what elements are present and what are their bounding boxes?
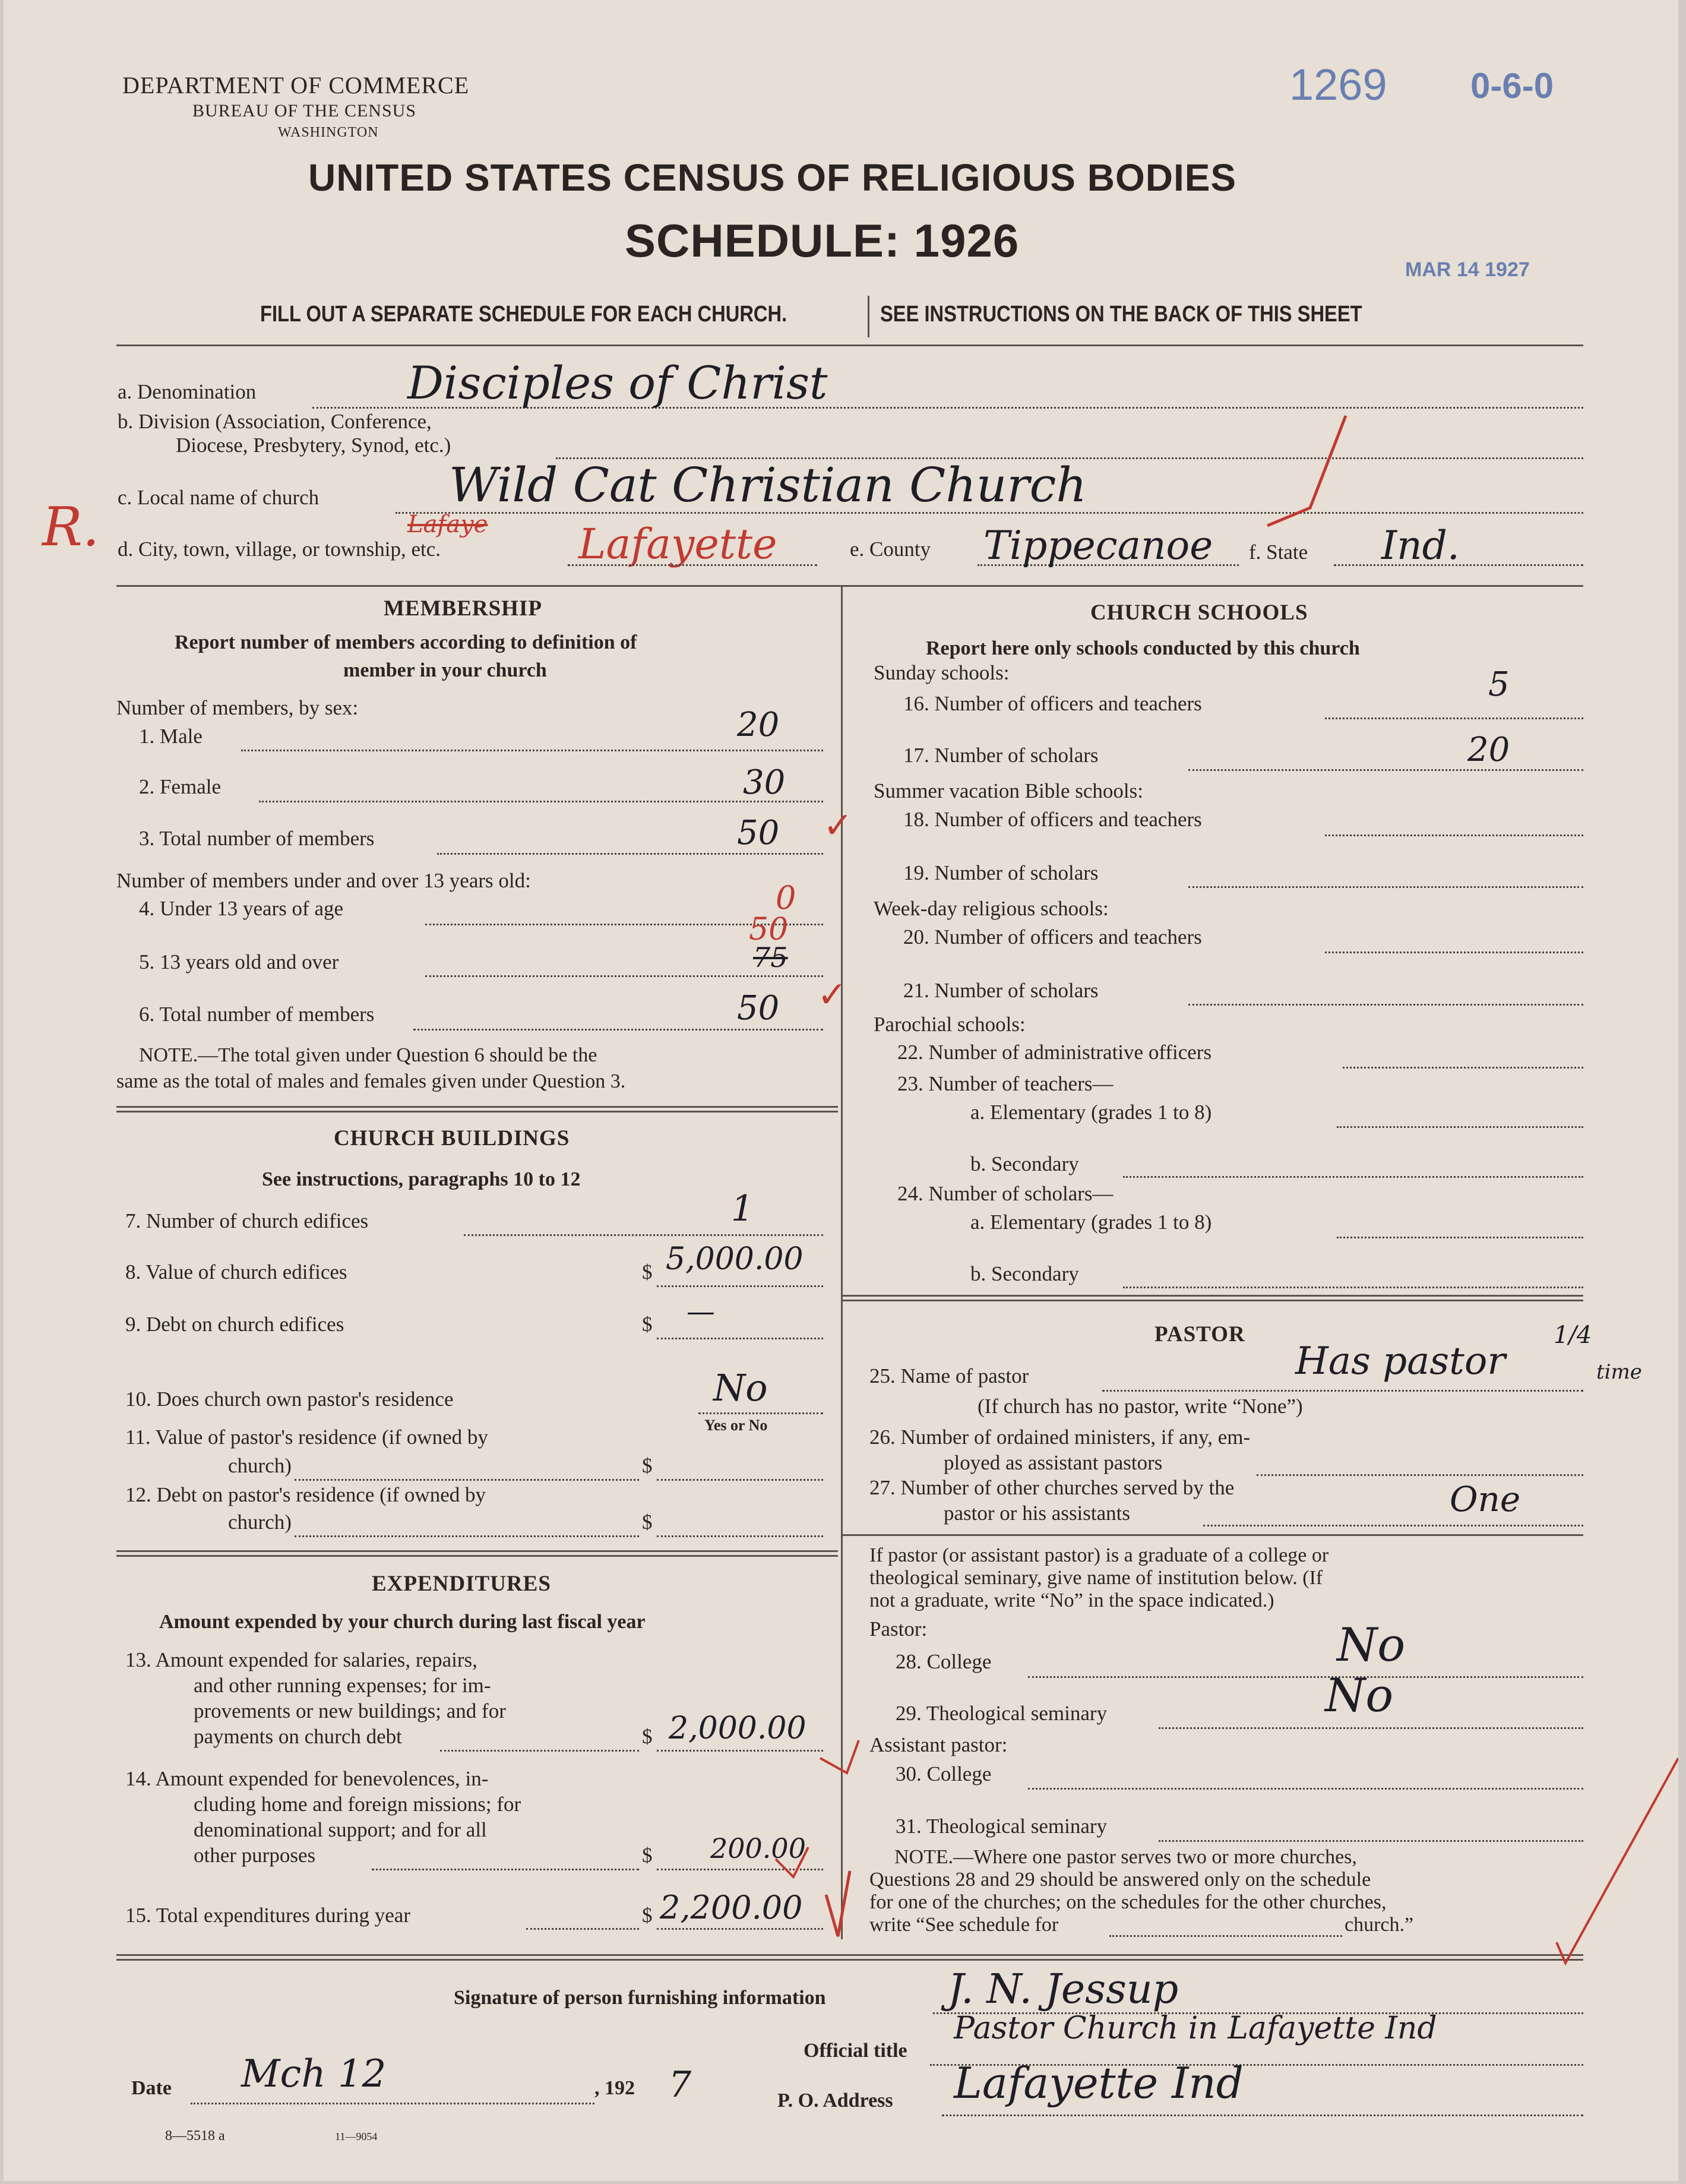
q1-label: 1. Male xyxy=(139,725,203,748)
q4-label: 4. Under 13 years of age xyxy=(139,897,344,920)
county-value: Tippecanoe xyxy=(983,523,1213,568)
signature-label: Signature of person furnishing information xyxy=(454,1987,826,2009)
church-name-value: Wild Cat Christian Church xyxy=(449,457,1087,513)
po-address-label: P. O. Address xyxy=(777,2090,893,2112)
pastor-note-2: Questions 28 and 29 should be answered only on the schedule xyxy=(869,1869,1371,1891)
parochial-label: Parochial schools: xyxy=(874,1013,1026,1036)
q11-dollar: $ xyxy=(642,1454,653,1477)
q13-line-2: and other running expenses; for im- xyxy=(194,1674,491,1697)
q10-value: No xyxy=(713,1366,768,1409)
q22-label: 22. Number of administrative officers xyxy=(897,1041,1212,1064)
q27-label: 27. Number of other churches served by the xyxy=(869,1476,1235,1499)
q9-value: — xyxy=(687,1295,715,1328)
q3-check-mark: ✓ xyxy=(823,806,853,845)
q13-line-1: 13. Amount expended for salaries, repairs, xyxy=(125,1648,477,1671)
q9-dollar: $ xyxy=(642,1313,653,1336)
q2-label: 2. Female xyxy=(139,775,222,798)
pastor-note-3: for one of the churches; on the schedules for the other churches, xyxy=(869,1891,1387,1913)
q16-label: 16. Number of officers and teachers xyxy=(903,692,1202,715)
date-label: Date xyxy=(131,2077,172,2099)
po-address-value: Lafayette Ind xyxy=(954,2058,1244,2108)
q6-value: 50 xyxy=(737,989,780,1028)
bureau-heading: BUREAU OF THE CENSUS xyxy=(192,101,416,121)
membership-intro-2: member in your church xyxy=(343,659,547,681)
stamp-code: 0-6-0 xyxy=(1470,66,1554,106)
stamp-number: 1269 xyxy=(1289,60,1387,109)
church-name-label: c. Local name of church xyxy=(118,486,320,509)
buildings-title: CHURCH BUILDINGS xyxy=(334,1126,570,1151)
q14-line-3: denominational support; and for all xyxy=(194,1818,487,1841)
membership-note-2: same as the total of males and females given under Question 3. xyxy=(116,1070,626,1092)
membership-title: MEMBERSHIP xyxy=(384,596,542,621)
denomination-value: Disciples of Christ xyxy=(407,356,828,409)
q23b-label: b. Secondary xyxy=(970,1152,1079,1175)
weekday-label: Week-day religious schools: xyxy=(874,897,1109,920)
q18-label: 18. Number of officers and teachers xyxy=(903,808,1202,831)
q31-label: 31. Theological seminary xyxy=(896,1815,1108,1838)
expenditures-title: EXPENDITURES xyxy=(372,1572,551,1596)
q28-label: 28. College xyxy=(896,1650,992,1673)
pastor-note-4: write “See schedule for xyxy=(869,1914,1059,1936)
q9-label: 9. Debt on church edifices xyxy=(125,1313,344,1336)
date-value: Mch 12 xyxy=(241,2052,387,2096)
form-title: UNITED STATES CENSUS OF RELIGIOUS BODIES xyxy=(308,156,1237,199)
state-value: Ind. xyxy=(1381,523,1460,568)
q29-value: No xyxy=(1325,1669,1394,1722)
denomination-label: a. Denomination xyxy=(118,380,257,403)
q27-value: One xyxy=(1450,1479,1521,1519)
yes-or-no-hint: Yes or No xyxy=(704,1417,768,1434)
banner-right: SEE INSTRUCTIONS ON THE BACK OF THIS SHEET xyxy=(880,302,1362,327)
year-digit: 7 xyxy=(669,2064,692,2106)
q27-label-2: pastor or his assistants xyxy=(944,1502,1131,1525)
q15-dollar: $ xyxy=(642,1904,653,1927)
graduate-instructions-3: not a graduate, write “No” in the space indicated.) xyxy=(869,1589,1274,1611)
q28-value: No xyxy=(1337,1619,1406,1672)
q6-check-mark: ✓ xyxy=(817,975,847,1014)
q3-value: 50 xyxy=(737,814,780,852)
q13-value: 2,000.00 xyxy=(669,1711,806,1746)
q26-label-2: ployed as assistant pastors xyxy=(944,1451,1163,1474)
banner-left: FILL OUT A SEPARATE SCHEDULE FOR EACH CHURCH. xyxy=(260,302,787,327)
schools-intro: Report here only schools conducted by this church xyxy=(926,637,1360,659)
city-struck-value: Lafaye xyxy=(407,511,488,538)
membership-note-1: NOTE.—The total given under Question 6 should be the xyxy=(139,1044,597,1066)
buildings-intro: See instructions, paragraphs 10 to 12 xyxy=(262,1168,581,1190)
q14-value: 200.00 xyxy=(710,1832,806,1864)
q25-label: 25. Name of pastor xyxy=(869,1364,1029,1387)
assistant-subhead: Assistant pastor: xyxy=(869,1733,1008,1756)
pastor-note-4b: church.” xyxy=(1345,1914,1414,1936)
q12-label-2: church) xyxy=(228,1510,292,1534)
q5-value: 50 xyxy=(749,912,789,947)
q2-value: 30 xyxy=(743,763,786,802)
print-number: 11—9054 xyxy=(335,2131,378,2142)
q12-dollar: $ xyxy=(642,1510,653,1534)
official-title-label: Official title xyxy=(804,2040,907,2062)
red-check-marks xyxy=(4,0,1678,2181)
q29-label: 29. Theological seminary xyxy=(896,1702,1108,1725)
city-value: Lafayette xyxy=(578,520,777,568)
q10-label: 10. Does church own pastor's residence xyxy=(125,1387,454,1411)
membership-intro-1: Report number of members according to definition of xyxy=(175,631,637,653)
q8-dollar: $ xyxy=(642,1260,653,1284)
q24b-label: b. Secondary xyxy=(970,1262,1079,1285)
q6-label: 6. Total number of members xyxy=(139,1003,375,1026)
graduate-instructions-1: If pastor (or assistant pastor) is a graduate of a college or xyxy=(869,1544,1329,1566)
q24a-label: a. Elementary (grades 1 to 8) xyxy=(970,1210,1212,1234)
q8-label: 8. Value of church edifices xyxy=(125,1260,347,1284)
q13-dollar: $ xyxy=(642,1725,653,1748)
q14-line-1: 14. Amount expended for benevolences, in- xyxy=(125,1767,489,1790)
q1-value: 20 xyxy=(737,706,780,744)
summer-label: Summer vacation Bible schools: xyxy=(874,779,1143,802)
q20-label: 20. Number of officers and teachers xyxy=(903,925,1202,949)
form-number: 8—5518 a xyxy=(165,2128,225,2144)
q19-label: 19. Number of scholars xyxy=(903,861,1099,884)
signature-value: J. N. Jessup xyxy=(948,1966,1179,2013)
q15-label: 15. Total expenditures during year xyxy=(125,1904,410,1927)
age-intro: Number of members under and over 13 years old: xyxy=(116,869,531,892)
graduate-instructions-2: theological seminary, give name of institution below. (If xyxy=(869,1567,1323,1589)
q4-value: 0 xyxy=(776,879,796,916)
q16-value: 5 xyxy=(1488,665,1510,704)
year-prefix: , 192 xyxy=(594,2077,635,2099)
q13-line-3: provements or new buildings; and for xyxy=(194,1699,506,1722)
by-sex-label: Number of members, by sex: xyxy=(116,696,359,719)
q14-line-4: other purposes xyxy=(194,1844,316,1867)
schools-title: CHURCH SCHOOLS xyxy=(1090,600,1308,625)
sunday-label: Sunday schools: xyxy=(874,661,1010,684)
q25-value: Has pastor xyxy=(1295,1339,1505,1383)
received-date-stamp: MAR 14 1927 xyxy=(1405,258,1530,281)
state-label: f. State xyxy=(1249,541,1308,564)
division-label-2: Diocese, Presbytery, Synod, etc.) xyxy=(176,434,451,457)
q12-label: 12. Debt on pastor's residence (if owned by xyxy=(125,1483,486,1506)
q17-label: 17. Number of scholars xyxy=(903,744,1099,767)
q15-value: 2,200.00 xyxy=(660,1889,803,1926)
margin-mark: R. xyxy=(42,496,100,558)
q23a-label: a. Elementary (grades 1 to 8) xyxy=(970,1101,1212,1124)
division-label: b. Division (Association, Conference, xyxy=(118,410,432,433)
city-label: d. City, town, village, or township, etc. xyxy=(118,538,441,561)
pastor-note-1: NOTE.—Where one pastor serves two or more churches, xyxy=(894,1846,1357,1868)
q11-label: 11. Value of pastor's residence (if owned by xyxy=(125,1426,488,1449)
q25-fraction: 1/4 xyxy=(1554,1322,1592,1349)
county-label: e. County xyxy=(850,538,931,561)
q17-value: 20 xyxy=(1467,731,1510,769)
q13-line-4: payments on church debt xyxy=(194,1725,402,1748)
q25-tail: time xyxy=(1596,1360,1642,1384)
pastor-title: PASTOR xyxy=(1154,1322,1245,1347)
q11-label-2: church) xyxy=(228,1454,292,1477)
official-title-value: Pastor Church in Lafayette Ind xyxy=(954,2011,1437,2046)
pastor-subhead: Pastor: xyxy=(869,1617,928,1641)
q25-note: (If church has no pastor, write “None”) xyxy=(978,1395,1303,1418)
city-heading: WASHINGTON xyxy=(278,125,379,140)
q7-value: 1 xyxy=(731,1188,754,1230)
q5-struck-value: 75 xyxy=(753,941,788,974)
q21-label: 21. Number of scholars xyxy=(903,979,1099,1002)
q24-label: 24. Number of scholars— xyxy=(897,1182,1114,1205)
q5-label: 5. 13 years old and over xyxy=(139,950,339,974)
q14-dollar: $ xyxy=(642,1844,653,1867)
q30-label: 30. College xyxy=(896,1762,992,1785)
q8-value: 5,000.00 xyxy=(666,1241,804,1277)
dept-heading: DEPARTMENT OF COMMERCE xyxy=(122,72,470,99)
census-schedule-sheet xyxy=(4,0,1678,2181)
q3-label: 3. Total number of members xyxy=(139,827,375,850)
q14-line-2: cluding home and foreign missions; for xyxy=(194,1793,521,1816)
expenditures-intro: Amount expended by your church during last fiscal year xyxy=(159,1611,646,1633)
q26-label: 26. Number of ordained ministers, if any, em- xyxy=(869,1426,1251,1449)
q7-label: 7. Number of church edifices xyxy=(125,1209,369,1232)
form-subtitle: SCHEDULE: 1926 xyxy=(625,214,1020,267)
q23-label: 23. Number of teachers— xyxy=(897,1072,1114,1095)
